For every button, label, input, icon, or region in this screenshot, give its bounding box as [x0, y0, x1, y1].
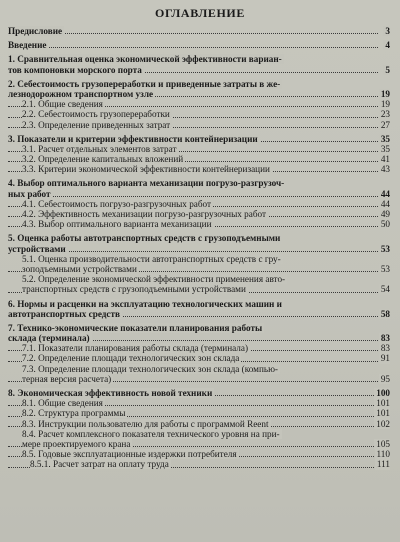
toc-entry-line [8, 284, 392, 294]
dot-leader [8, 47, 378, 48]
toc-entry-line [8, 459, 392, 469]
toc-entry-title: зоподъемными устройствами [22, 263, 137, 274]
toc-entry-title: тов компоновки морского порта [8, 64, 142, 75]
toc-entry-title: ных работ [8, 188, 51, 199]
toc-entry-title: 5.2. Определение экономической эффективности применения авто- [22, 274, 286, 285]
toc-entry-title: 4.2. Эффективность механизации погрузо-разгрузочных работ [22, 209, 266, 219]
toc-entry-line [8, 134, 392, 144]
toc-entry-line [8, 309, 392, 319]
toc-entry-line [8, 209, 392, 219]
toc-page-number: 44 [380, 198, 390, 209]
toc-entry-line [8, 54, 392, 64]
toc-entry[interactable] [8, 26, 392, 36]
toc-entry-line [8, 374, 392, 384]
toc-entry-line [8, 144, 392, 154]
toc-entry-title: 8.5. Годовые эксплуатационные издержки потребителя [22, 449, 237, 460]
toc-page-number: 35 [380, 143, 390, 154]
toc-entry[interactable] [8, 364, 392, 384]
toc-entry-title: 7.1. Показатели планирования работы склада (терминала) [22, 343, 249, 354]
toc-entry-title: 5. Оценка работы автотранспортных средств с грузоподъемными [8, 233, 281, 244]
toc-entry-title: 7.3. Определение площади технологических зон склада (компью- [22, 363, 278, 374]
toc-page-number: 105 [376, 438, 390, 449]
toc-entry-line [8, 26, 392, 36]
dot-leader [8, 196, 378, 197]
toc-entry-line [8, 388, 392, 398]
toc-entry-line [8, 244, 392, 254]
toc-entry[interactable] [8, 459, 392, 469]
toc-page-number: 19 [380, 99, 390, 110]
toc-entry-title: 8.4. Расчет комплексного показателя технического уровня на при- [22, 428, 280, 439]
toc-entry-title: транспортных средств с грузоподъемными устройствами [22, 284, 246, 295]
toc-entry[interactable] [8, 120, 392, 130]
toc-entry-title: 2. Себестоимость грузопереработки и приведенные затраты в же- [8, 78, 281, 89]
toc-entry-line [8, 323, 392, 333]
toc-entry[interactable] [8, 164, 392, 174]
toc-page-number: 91 [380, 353, 390, 364]
toc-page-number: 44 [380, 188, 390, 199]
toc-entry[interactable] [8, 398, 392, 408]
toc-page-number: 49 [380, 209, 390, 219]
toc-entry-title: склада (терминала) [8, 333, 90, 344]
toc-entry-title: 8.3. Инструкции пользователю для работы с программой Reent [22, 418, 269, 429]
toc-entry[interactable] [8, 199, 392, 209]
toc-entry[interactable] [8, 178, 392, 198]
toc-page-number: 50 [380, 219, 390, 230]
toc-entry-title: 2.3. Определение приведенных затрат [22, 119, 171, 130]
toc-entry-title: 4.3. Выбор оптимального варианта механизации [22, 219, 212, 230]
toc-entry-line [8, 109, 392, 119]
toc-page-number: 43 [380, 164, 390, 175]
toc-page-number: 4 [385, 40, 390, 51]
toc-page-number: 53 [380, 263, 390, 274]
toc-entry-line [8, 154, 392, 164]
toc-entry-title: 3.1. Расчет отдельных элементов затрат [22, 143, 177, 154]
toc-entry[interactable] [8, 144, 392, 154]
toc-page-number: 101 [376, 398, 390, 409]
toc-entry-line [8, 65, 392, 75]
toc-entry[interactable] [8, 408, 392, 418]
toc-entry-line [8, 429, 392, 439]
toc-page-number: 100 [376, 388, 390, 398]
toc-entry-line [8, 419, 392, 429]
toc-entry-title: 7. Технико-экономические показатели планирования работы [8, 322, 263, 333]
toc-entry[interactable] [8, 299, 392, 319]
toc-entry-line [8, 398, 392, 408]
toc-entry-line [8, 353, 392, 363]
toc-entry[interactable] [8, 233, 392, 253]
toc-entry-line [8, 120, 392, 130]
toc-entry-title: 7.2. Определение площади технологических зон склада [22, 353, 240, 364]
toc-entry-line [8, 189, 392, 199]
toc-entry-line [8, 233, 392, 243]
toc-entry-line [8, 408, 392, 418]
toc-entry[interactable] [8, 79, 392, 99]
toc-entry-line [8, 178, 392, 188]
toc-entry[interactable] [8, 99, 392, 109]
toc-page-number: 83 [380, 333, 390, 344]
toc-page-number: 101 [376, 408, 390, 419]
toc-entry[interactable] [8, 40, 392, 50]
toc-page-number: 58 [380, 308, 390, 319]
toc-entry-title: 1. Сравнительная оценка экономической эффективности вариан- [8, 54, 282, 65]
toc-entry[interactable] [8, 323, 392, 343]
toc-page-number: 111 [376, 459, 390, 470]
toc-entry-title: 6. Нормы и расценки на эксплуатацию технологических машин и [8, 298, 282, 309]
toc-entry-line [8, 274, 392, 284]
toc-entry-title: лезнодорожном транспортном узле [8, 88, 154, 99]
toc-entry[interactable] [8, 109, 392, 119]
toc-entry-line [8, 199, 392, 209]
toc-entry-title: 3.2. Определение капитальных вложений [22, 154, 184, 165]
toc-entry-line [8, 264, 392, 274]
toc-entry-title: терная версия расчета) [22, 373, 112, 384]
toc-entry[interactable] [8, 274, 392, 294]
toc-entry-line [8, 364, 392, 374]
toc-entry-line [8, 219, 392, 229]
toc-entry-line [8, 299, 392, 309]
toc-entry-title: 5.1. Оценка производительности автотранспортных средств с гру- [22, 253, 281, 264]
toc-entry-title: Введение [8, 40, 47, 51]
toc-entry-line [8, 333, 392, 343]
toc-entry[interactable] [8, 419, 392, 429]
toc-entry-line [8, 40, 392, 50]
toc-entry[interactable] [8, 209, 392, 219]
toc-entry[interactable] [8, 343, 392, 353]
toc-page-number: 23 [380, 109, 390, 120]
page-title: ОГЛАВЛЕНИЕ [155, 6, 245, 20]
toc-page-number: 41 [380, 154, 390, 165]
toc-entry-title: 8.1. Общие сведения [22, 398, 103, 409]
toc-entry-line [8, 254, 392, 264]
toc-entry[interactable] [8, 154, 392, 164]
toc-entry-line [8, 89, 392, 99]
toc-page-number: 54 [380, 284, 390, 295]
toc-entry-title: автотранспортных средств [8, 308, 120, 319]
toc-entry[interactable] [8, 219, 392, 229]
toc-entry-title: 4.1. Себестоимость погрузо-разгрузочных работ [22, 198, 212, 209]
toc-page-number: 110 [376, 449, 390, 460]
table-of-contents [8, 26, 392, 470]
toc-entry[interactable] [8, 429, 392, 449]
toc-entry-title: 8. Экономическая эффективность новой техники [8, 388, 213, 398]
toc-page-number: 3 [385, 26, 390, 36]
toc-entry-title: 8.5.1. Расчет затрат на оплату труда [30, 459, 169, 470]
toc-page-number: 5 [385, 64, 390, 75]
toc-page-number: 83 [380, 343, 390, 354]
toc-page-number: 35 [380, 133, 390, 144]
toc-entry-title: 3.3. Критерии экономической эффективности контейнеризации [22, 164, 270, 175]
toc-entry-title: мере проектируемого крана [22, 438, 131, 449]
toc-entry[interactable] [8, 353, 392, 363]
toc-page-number: 19 [380, 88, 390, 99]
toc-entry-title: устройствами [8, 243, 66, 254]
toc-page-number: 53 [380, 243, 390, 254]
toc-entry-line [8, 439, 392, 449]
toc-page-number: 102 [376, 418, 390, 429]
toc-entry[interactable] [8, 449, 392, 459]
toc-entry-title: 2.2. Себестоимость грузопереработки [22, 109, 170, 120]
toc-entry[interactable] [8, 388, 392, 398]
toc-entry[interactable] [8, 54, 392, 74]
toc-entry-title: Предисловие [8, 26, 63, 36]
toc-entry-line [8, 79, 392, 89]
toc-entry[interactable] [8, 254, 392, 274]
toc-page-number: 95 [380, 373, 390, 384]
toc-entry-line [8, 99, 392, 109]
toc-entry-title: 4. Выбор оптимального варианта механизации погрузо-разгрузоч- [8, 178, 285, 189]
toc-entry-title: 8.2. Структура программы [22, 408, 126, 419]
toc-entry[interactable] [8, 134, 392, 144]
toc-entry-title: 3. Показатели и критерии эффективности контейнеризации [8, 133, 258, 144]
toc-entry-title: 2.1. Общие сведения [22, 99, 103, 110]
toc-entry-line [8, 449, 392, 459]
toc-entry-line [8, 164, 392, 174]
toc-entry-line [8, 343, 392, 353]
toc-page-number: 27 [380, 119, 390, 130]
